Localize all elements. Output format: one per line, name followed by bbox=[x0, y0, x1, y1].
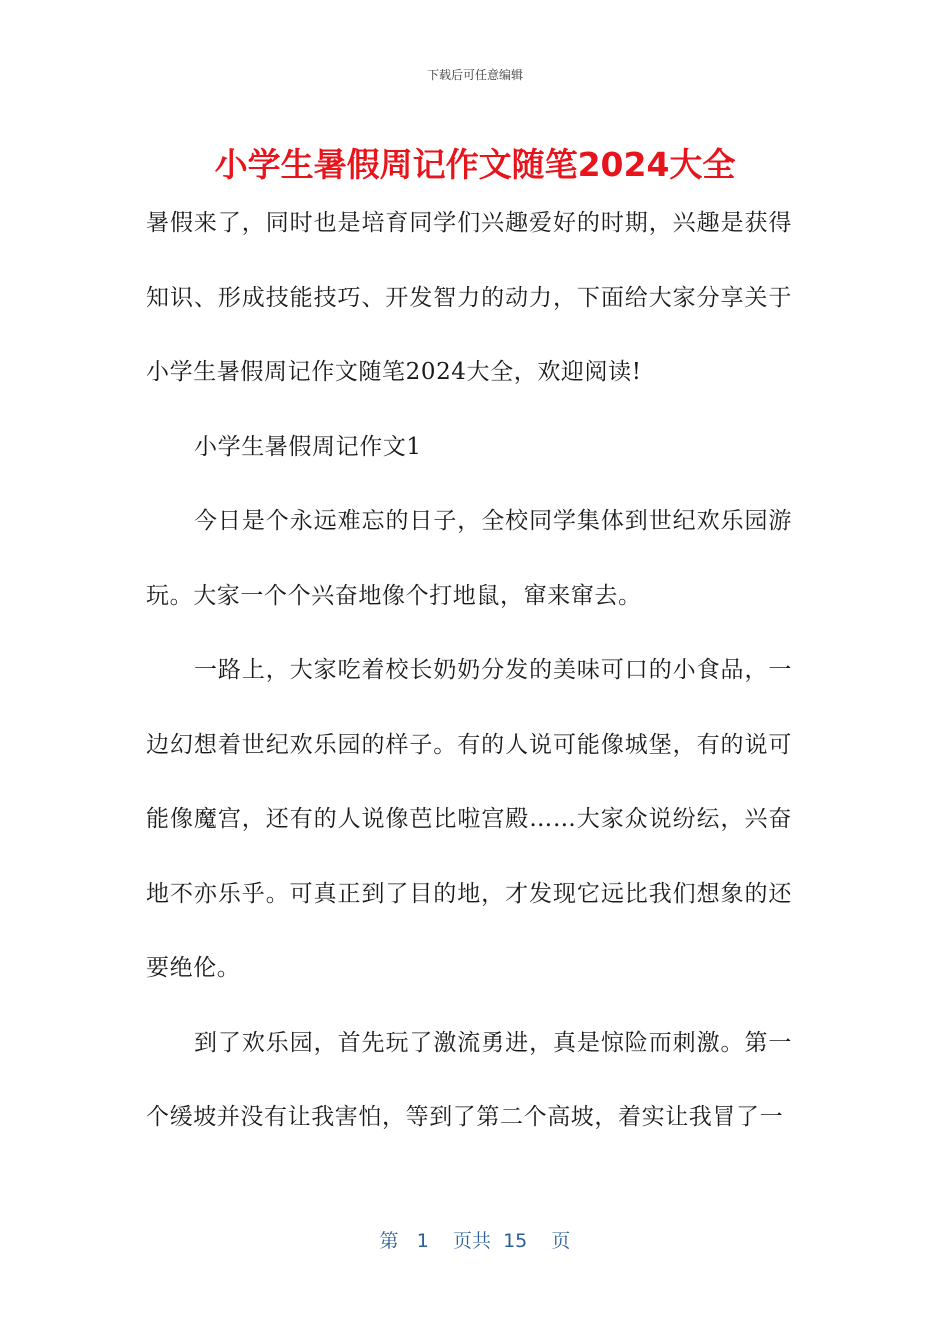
document-title: 小学生暑假周记作文随笔2024大全 bbox=[214, 145, 736, 184]
header-note: 下载后可任意编辑 bbox=[426, 68, 523, 82]
page-footer bbox=[0, 1226, 950, 1253]
footer-page-suffix: 页 bbox=[551, 1230, 571, 1252]
paragraph-essay-heading: 小学生暑假周记作文1 bbox=[194, 433, 422, 460]
paragraph-1: 今日是个永远难忘的日子，全校同学集体到世纪欢乐园游玩。大家一个个兴奋地像个打地鼠，窜来窜去。 bbox=[146, 508, 792, 609]
footer-page-label: 第 bbox=[379, 1230, 399, 1252]
paragraph-intro: 暑假来了，同时也是培育同学们兴趣爱好的时期，兴趣是获得知识、形成技能技巧、开发智力的动力，下面给大家分享关于小学生暑假周记作文随笔2024大全，欢迎阅读! bbox=[146, 210, 792, 385]
footer-total-pages: 15 bbox=[503, 1230, 528, 1252]
document-body bbox=[146, 186, 792, 1155]
paragraph-3: 到了欢乐园，首先玩了激流勇进，真是惊险而刺激。第一个缓坡并没有让我害怕，等到了第二个高坡，着实让我冒了一 bbox=[146, 1029, 792, 1130]
footer-current-page: 1 bbox=[416, 1230, 429, 1252]
paragraph-2: 一路上，大家吃着校长奶奶分发的美味可口的小食品，一边幻想着世纪欢乐园的样子。有的人说可能像城堡，有的说可能像魔宫，还有的人说像芭比啦宫殿……大家众说纷纭，兴奋地不亦乐乎。可真正到了目的地，才发现它远比我们想象的还要绝伦。 bbox=[146, 657, 792, 981]
footer-total-label: 页共 bbox=[452, 1230, 491, 1252]
